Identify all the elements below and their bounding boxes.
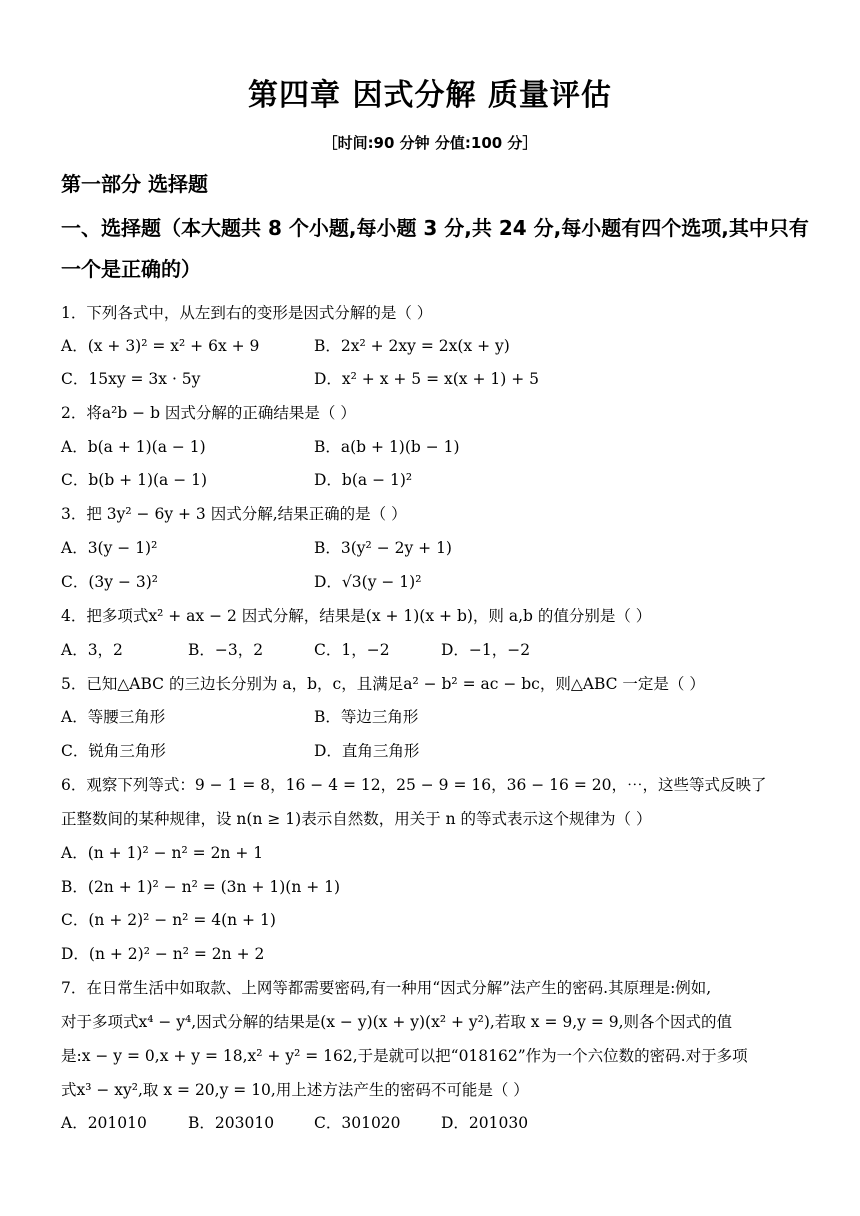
question-6-stem-line-2: 正整数间的某种规律，设 n(n ≥ 1)表示自然数，用关于 n 的等式表示这个规律为（ ）: [61, 810, 652, 828]
question-1-option-d: D．x² + x + 5 = x(x + 1) + 5: [314, 370, 539, 388]
question-5-option-c: C．锐角三角形: [61, 742, 166, 760]
question-6-option-c: C．(n + 2)² − n² = 4(n + 1): [61, 911, 276, 929]
question-7-option-b: B．203010: [188, 1114, 275, 1132]
question-7-stem-line-3: 是:x − y = 0,x + y = 18,x² + y² = 162,于是就可以把“018162”作为一个六位数的密码.对于多项: [61, 1047, 748, 1065]
part-heading: 第一部分 选择题: [61, 172, 208, 196]
question-1-option-c: C．15xy = 3x · 5y: [61, 370, 201, 388]
question-5-option-d: D．直角三角形: [314, 742, 420, 760]
question-2-option-c: C．b(b + 1)(a − 1): [61, 471, 208, 489]
question-2-option-b: B．a(b + 1)(b − 1): [314, 438, 460, 456]
question-3-option-c: C．(3y − 3)²: [61, 573, 158, 591]
question-6-stem-line-1: 6．观察下列等式：9 − 1 = 8，16 − 4 = 12，25 − 9 = 16，36 − 16 = 20，⋯，这些等式反映了: [61, 776, 767, 794]
question-1-option-a: A．(x + 3)² = x² + 6x + 9: [61, 337, 260, 355]
page-title: 第四章 因式分解 质量评估: [248, 78, 612, 113]
question-7-stem-line-4: 式x³ − xy²,取 x = 20,y = 10,用上述方法产生的密码不可能是（ ）: [61, 1081, 529, 1099]
question-3-option-a: A．3(y − 1)²: [61, 539, 158, 557]
question-2-option-d: D．b(a − 1)²: [314, 471, 413, 489]
question-4-option-b: B．−3，2: [188, 641, 264, 659]
question-6-option-a: A．(n + 1)² − n² = 2n + 1: [61, 844, 264, 862]
question-7-stem-line-1: 7．在日常生活中如取款、上网等都需要密码,有一种用“因式分解”法产生的密码.其原理是:例如,: [61, 979, 712, 997]
question-3-option-b: B．3(y² − 2y + 1): [314, 539, 452, 557]
question-1-stem: 1．下列各式中，从左到右的变形是因式分解的是（ ）: [61, 304, 433, 322]
question-7-option-d: D．201030: [441, 1114, 529, 1132]
question-4-option-d: D．−1，−2: [441, 641, 531, 659]
question-4-option-c: C．1，−2: [314, 641, 390, 659]
question-7-stem-line-2: 对于多项式x⁴ − y⁴,因式分解的结果是(x − y)(x + y)(x² + y²),若取 x = 9,y = 9,则各个因式的值: [61, 1013, 733, 1031]
question-3-option-d: D．√3(y − 1)²: [314, 573, 422, 591]
question-7-option-c: C．301020: [314, 1114, 401, 1132]
question-5-stem: 5．已知△ABC 的三边长分别为 a，b，c，且满足a² − b² = ac − bc，则△ABC 一定是（ ）: [61, 675, 705, 693]
question-1-option-b: B．2x² + 2xy = 2x(x + y): [314, 337, 510, 355]
question-5-option-b: B．等边三角形: [314, 708, 419, 726]
question-6-option-d: D．(n + 2)² − n² = 2n + 2: [61, 945, 265, 963]
question-6-option-b: B．(2n + 1)² − n² = (3n + 1)(n + 1): [61, 878, 341, 896]
question-2-option-a: A．b(a + 1)(a − 1): [61, 438, 206, 456]
question-5-option-a: A．等腰三角形: [61, 708, 166, 726]
question-4-option-a: A．3，2: [61, 641, 123, 659]
question-2-stem: 2．将a²b − b 因式分解的正确结果是（ ）: [61, 404, 356, 422]
question-3-stem: 3．把 3y² − 6y + 3 因式分解,结果正确的是（ ）: [61, 505, 407, 523]
time-score-info: ［时间:90 分钟 分值:100 分］: [322, 134, 538, 152]
section-heading: 一、选择题（本大题共 8 个小题,每小题 3 分,共 24 分,每小题有四个选项,其中只有一个是正确的）: [61, 216, 809, 281]
question-7-option-a: A．201010: [61, 1114, 147, 1132]
question-4-stem: 4．把多项式x² + ax − 2 因式分解，结果是(x + 1)(x + b)，则 a,b 的值分别是（ ）: [61, 607, 652, 625]
